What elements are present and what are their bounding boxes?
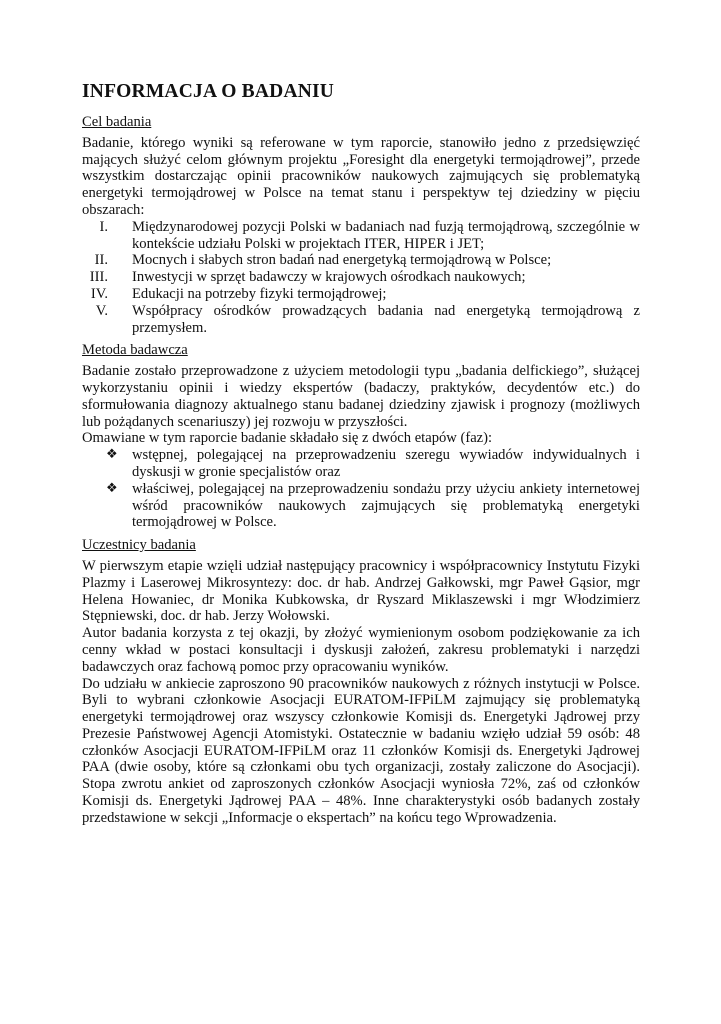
page-title: INFORMACJA O BADANIU — [82, 81, 335, 102]
list-number: IV. — [90, 285, 108, 302]
list-item-text: wstępnej, polegającej na przeprowadzeniu szeregu wywiadów indywidualnych i dyskusji w gronie specjalistów oraz — [132, 447, 640, 480]
list-item-text: Edukacji na potrzeby fizyki termojądrowej; — [132, 285, 387, 302]
section-heading-cel-badania: Cel badania — [82, 114, 152, 130]
phases-intro: Omawiane w tym raporcie badanie składało się z dwóch etapów (faz): — [82, 430, 493, 447]
list-item — [82, 481, 640, 531]
list-number: II. — [94, 252, 108, 269]
acknowledgement-paragraph: Autor badania korzysta z tej okazji, by złożyć wymienionym osobom podziękowanie za ich cenny wkład w postaci konsultacji i dyskusji założeń, zakresu problematyki i narzędzi badawczych oraz fachową pomoc przy opracowaniu wyników. — [82, 625, 640, 675]
section-heading-metoda-badawcza: Metoda badawcza — [82, 342, 188, 359]
survey-paragraph: Do udziału w ankiecie zaproszono 90 pracowników naukowych z różnych instytucji w Polsce. Byli to wybrani członkowie Asocjacji EURATOM-IFPiLM zajmujący się problematyką energetyki termojądrowej oraz wszyscy członkowie Komisji ds. Energetyki Jądrowej przy Prezesie Państwowej Agencji Atomistyki. Ostatecznie w badaniu wzięło udział 59 osób: 48 członków Asocjacji EURATOM-IFPiLM oraz 11 członków Komisji ds. Energetyki Jądrowej PAA (dwie osoby, które są członkami obu tych organizacji, zostały zaliczone do Asocjacji). Stopa zwrotu ankiet od zaproszonych członków Asocjacji wyniosła 72%, zaś od członków Komisji ds. Energetyki Jądrowej PAA – 48%. Inne charakterystyki osób badanych zostały przedstawione w sekcji „Informacje o ekspertach” na końcu tego Wprowadzenia. — [82, 675, 640, 826]
phases-list — [82, 447, 640, 531]
list-item-text: Międzynarodowej pozycji Polski w badaniach nad fuzją termojądrową, szczególnie w kontekście udziału Polski w projektach ITER, HIPER i JET; — [132, 218, 640, 252]
list-number: I. — [99, 218, 108, 235]
list-item — [82, 219, 640, 253]
list-item-text: Współpracy ośrodków prowadzących badania nad energetyką termojądrową z przemysłem. — [132, 302, 640, 336]
list-item — [82, 286, 640, 303]
list-item — [82, 447, 640, 481]
research-areas-list — [82, 219, 640, 337]
list-item-text: właściwej, polegającej na przeprowadzeniu sondażu przy użyciu ankiety internetowej wśród pracowników naukowych zajmujących się problematyką energetyki termojądrowej w Polsce. — [132, 480, 640, 531]
section-intro-paragraph: Badanie, którego wyniki są referowane w tym raporcie, stanowiło jedno z przedsięwzięć mających służyć celom głównym projektu „Foresight dla energetyki termojądrowej”, przede wszystkim dostarczając opinii pracowników naukowych zajmujących się problematyką energetyki termojądrowej w Polsce na temat stanu i perspektyw tej dziedziny w pięciu obszarach: — [82, 134, 640, 218]
list-item — [82, 303, 640, 337]
list-item — [82, 269, 640, 286]
list-item — [82, 252, 640, 269]
document-page — [82, 80, 640, 827]
list-number: V. — [95, 302, 108, 319]
list-number: III. — [89, 269, 108, 286]
list-item-text: Inwestycji w sprzęt badawczy w krajowych ośrodkach naukowych; — [132, 269, 526, 286]
diamond-bullet-icon: ❖ — [106, 480, 118, 496]
section-heading-uczestnicy-badania: Uczestnicy badania — [82, 537, 196, 554]
method-paragraph: Badanie zostało przeprowadzone z użyciem metodologii typu „badania delfickiego”, służącej wykorzystaniu opinii i wiedzy ekspertów (badaczy, praktyków, decydentów etc.) do sformułowania diagnozy aktualnego stanu badanej dziedziny zjawisk i prognozy (możliwych lub pożądanych scenariuszy) jej rozwoju w przyszłości. — [82, 363, 640, 430]
diamond-bullet-icon: ❖ — [106, 447, 118, 463]
list-item-text: Mocnych i słabych stron badań nad energetyką termojądrową w Polsce; — [132, 252, 552, 269]
participants-paragraph: W pierwszym etapie wzięli udział następujący pracownicy i współpracownicy Instytutu Fizyki Plazmy i Laserowej Mikrosyntezy: doc. dr hab. Andrzej Gałkowski, mgr Paweł Gąsior, mgr Helena Howaniec, dr Monika Kubkowska, dr Ryszard Miklaszewski i mgr Włodzimierz Stępniewski, doc. dr hab. Jerzy Wołowski. — [82, 557, 640, 625]
